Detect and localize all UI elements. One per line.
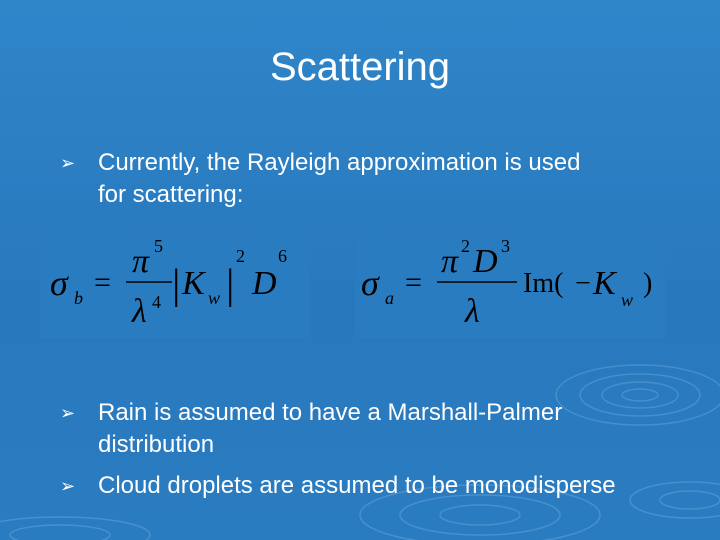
bullet-text-line: distribution <box>98 431 215 458</box>
subscript-w: w <box>621 290 634 310</box>
d-exponent: 3 <box>501 236 510 256</box>
k-symbol: K <box>593 265 616 302</box>
minus-sign: − <box>575 268 591 299</box>
close-paren: ) <box>643 268 653 299</box>
subscript-a: a <box>385 288 394 308</box>
lambda-exponent: 4 <box>152 292 161 312</box>
slide-title: Scattering <box>269 45 451 89</box>
pi-exponent: 5 <box>154 236 163 256</box>
abs-exponent: 2 <box>236 246 245 266</box>
subscript-w: w <box>208 288 221 308</box>
d-symbol: D <box>252 265 277 302</box>
lambda-symbol: λ <box>132 293 147 330</box>
pi-symbol: π <box>441 243 459 280</box>
bullet-arrow-icon: ➢ <box>60 476 76 496</box>
d-exponent: 6 <box>278 246 287 266</box>
pi-exponent: 2 <box>461 236 470 256</box>
bullet-rayleigh <box>60 148 700 212</box>
backscatter-equation <box>40 228 310 338</box>
bullet-text-line: for scattering: <box>98 181 244 208</box>
equals-sign: = <box>405 266 422 299</box>
abs-bar-right: | <box>226 262 235 308</box>
bullet-arrow-icon: ➢ <box>60 153 76 173</box>
abs-bar-left: | <box>172 262 181 308</box>
bullet-rain <box>60 398 700 462</box>
k-symbol: K <box>182 265 205 302</box>
equals-sign: = <box>94 266 111 299</box>
pi-symbol: π <box>132 243 150 280</box>
sigma-symbol: σ <box>361 263 379 303</box>
subscript-b: b <box>74 288 83 308</box>
bullet-text-line: Currently, the Rayleigh approximation is used <box>98 149 581 176</box>
lambda-symbol: λ <box>465 293 480 330</box>
bullet-text-line: Cloud droplets are assumed to be monodisperse <box>98 472 616 499</box>
d-symbol: D <box>473 243 498 280</box>
sigma-symbol: σ <box>50 263 68 303</box>
absorption-equation <box>355 228 665 338</box>
bullet-text-line: Rain is assumed to have a Marshall-Palmer <box>98 399 563 426</box>
im-function: Im( <box>523 268 564 299</box>
bullet-arrow-icon: ➢ <box>60 403 76 423</box>
bullet-cloud <box>60 471 700 503</box>
